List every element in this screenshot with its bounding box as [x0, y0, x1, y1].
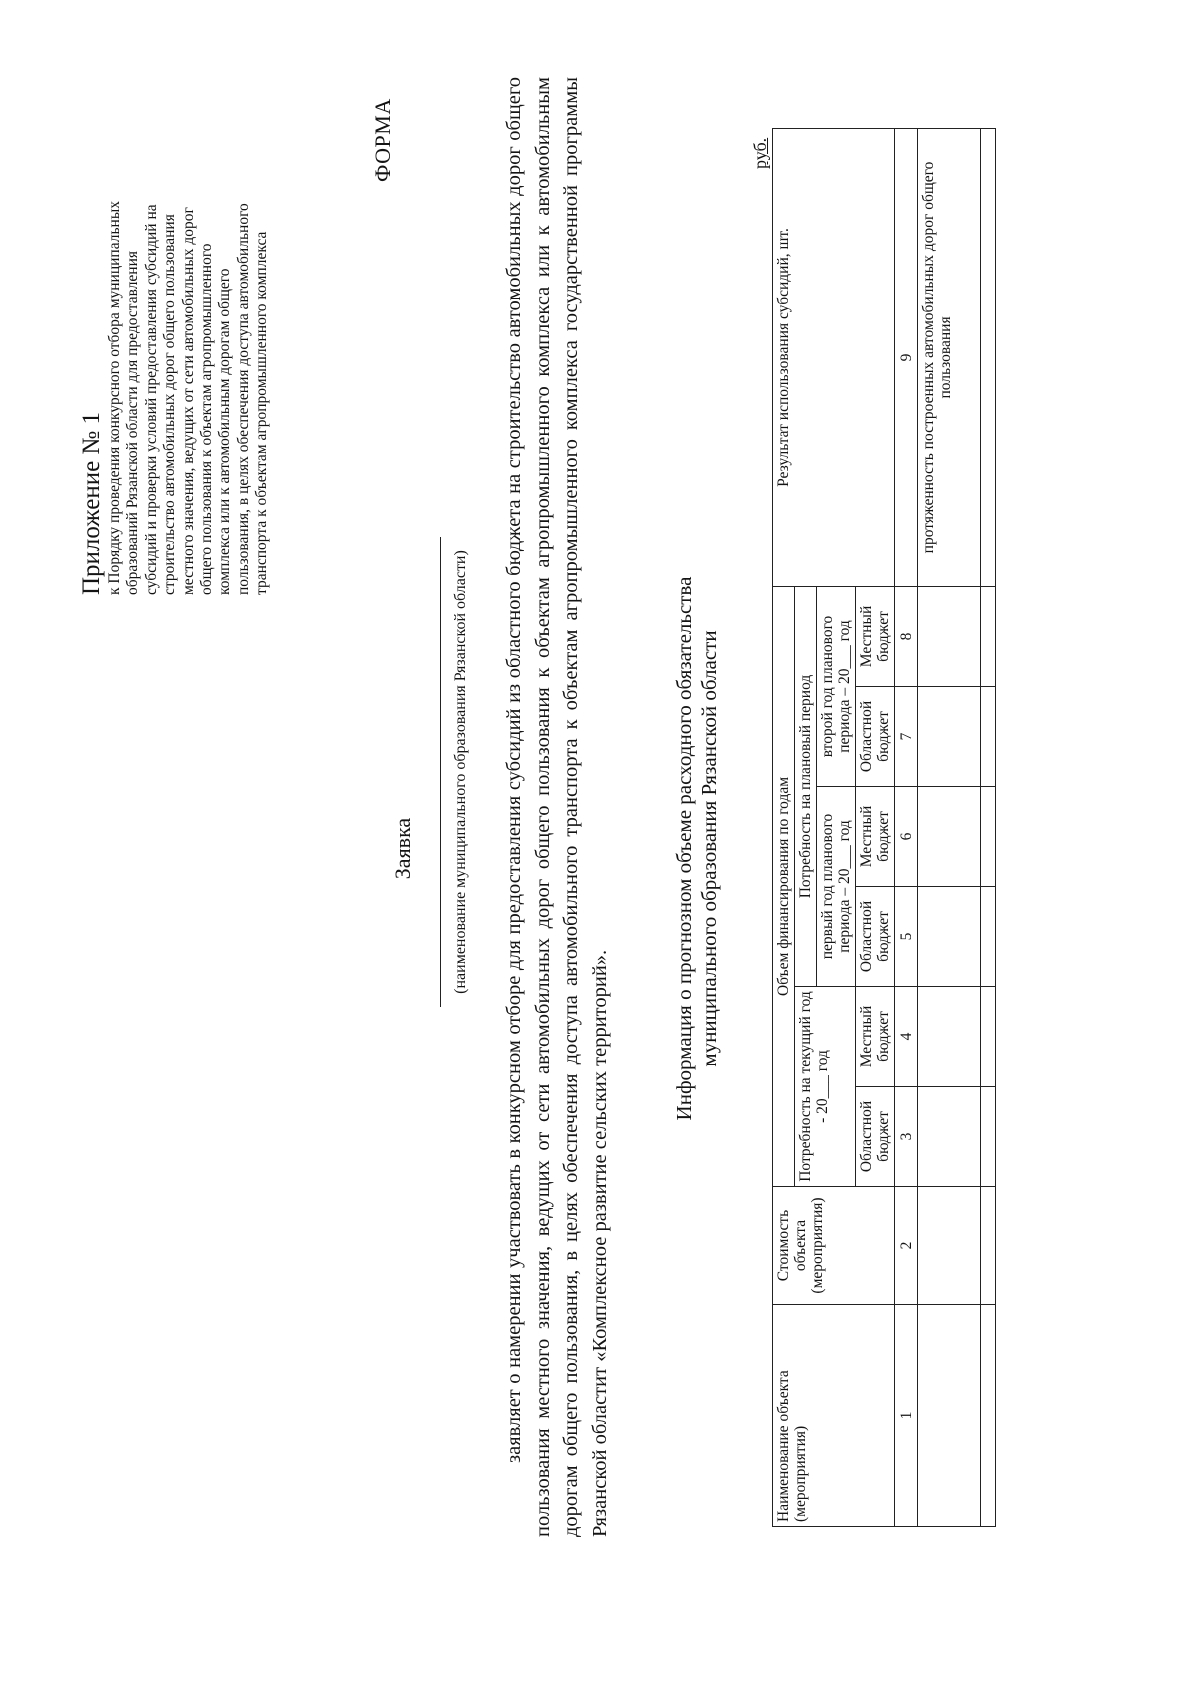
header-funding: Объем финансирования по годам	[773, 586, 795, 1186]
appendix-line: местного значения, ведущих от сети автомобильных дорог	[179, 207, 197, 595]
appendix-line: комплекса или к автомобильным дорогам общего	[216, 268, 234, 595]
table-cell[interactable]	[918, 586, 981, 686]
form-label: ФОРМА	[370, 98, 395, 182]
table-row	[981, 128, 996, 1526]
table-cell[interactable]	[918, 987, 981, 1087]
currency-unit: руб.	[750, 137, 770, 169]
column-number: 4	[895, 987, 918, 1087]
table-cell[interactable]	[918, 887, 981, 987]
appendix-line: субсидий и проверки условий предоставления субсидий на	[142, 204, 160, 595]
result-note-cell: протяженность построенных автомобильных дорог общего пользования	[918, 128, 981, 586]
column-number: 5	[895, 887, 918, 987]
header-local-budget: Местный бюджет	[856, 586, 895, 686]
header-second-year: второй год планового периода – 20___ год	[817, 586, 856, 786]
header-regional-budget: Областной бюджет	[856, 687, 895, 787]
funding-table	[772, 128, 996, 1527]
table-cell[interactable]	[918, 687, 981, 787]
header-local-budget: Местный бюджет	[856, 987, 895, 1087]
municipality-fill-line	[440, 537, 441, 1007]
column-number: 7	[895, 687, 918, 787]
table-cell[interactable]	[918, 1087, 981, 1187]
appendix-line: транспорта к объектам агропромышленного комплекса	[253, 231, 271, 595]
column-number: 3	[895, 1087, 918, 1187]
header-object-name: Наименование объекта (мероприятия)	[773, 1305, 895, 1527]
column-number: 9	[895, 128, 918, 586]
table-cell[interactable]	[981, 687, 996, 787]
appendix-line: строительство автомобильных дорог общего пользования	[161, 214, 179, 595]
header-regional-budget: Областной бюджет	[856, 1087, 895, 1187]
column-number-row	[895, 128, 918, 1526]
table-cell[interactable]	[981, 787, 996, 887]
table-cell[interactable]	[981, 987, 996, 1087]
table-cell[interactable]	[981, 128, 996, 586]
appendix-text	[106, 125, 272, 595]
header-regional-budget: Областной бюджет	[856, 887, 895, 987]
column-number: 2	[895, 1187, 918, 1305]
table-cell[interactable]	[918, 1187, 981, 1305]
municipality-caption: (наименование муниципального образования Рязанской области)	[452, 550, 469, 994]
appendix-block	[78, 125, 272, 595]
table-header-row	[773, 128, 795, 1526]
header-cost: Стоимость объекта (мероприятия)	[773, 1187, 895, 1305]
appendix-title: Приложение № 1	[78, 411, 105, 595]
appendix-line: к Порядку проведения конкурсного отбора муниципальных	[106, 200, 123, 595]
appendix-line: общего пользования к объектам агропромышленного	[198, 243, 216, 595]
column-number: 8	[895, 586, 918, 686]
table-cell[interactable]	[981, 1305, 996, 1527]
info-heading-line: муниципального образования Рязанской области	[697, 630, 721, 1067]
column-number: 1	[895, 1305, 918, 1527]
appendix-line: пользования, в целях обеспечения доступа автомобильного	[234, 203, 252, 595]
info-heading-line: Информация о прогнозном объеме расходного обязательства	[672, 576, 696, 1121]
column-number: 6	[895, 787, 918, 887]
header-planning-period: Потребность на плановый период	[795, 586, 817, 986]
table-row	[918, 128, 981, 1526]
table-cell[interactable]	[918, 787, 981, 887]
table-cell[interactable]	[981, 1087, 996, 1187]
table-cell[interactable]	[981, 586, 996, 686]
table-cell[interactable]	[981, 1187, 996, 1305]
header-local-budget: Местный бюджет	[856, 787, 895, 887]
info-heading	[672, 0, 722, 1697]
application-title: Заявка	[390, 817, 415, 880]
table-cell[interactable]	[918, 1305, 981, 1527]
table-cell[interactable]	[981, 887, 996, 987]
header-first-year: первый год планового периода – 20___ год	[817, 787, 856, 987]
header-result: Результат использования субсидий, шт.	[773, 128, 895, 586]
application-statement: заявляет о намерении участвовать в конкурсном отборе для предоставления субсидий из областного бюджета на строительство автомобильных дорог общего пользования местного значения, ведущих от сети автомобильных дорог общего пользования к объектам агропромышленного комплекса или к автомобильным дорогам общего пользования, в целях обеспечения доступа автомобильного транспорта к объектам агропромышленного комплекса государственной программы Рязанской областит «Комплексное развитие сельских территорий».	[503, 77, 611, 1537]
header-current-year: Потребность на текущий год - 20___ год	[795, 987, 856, 1187]
appendix-line: образований Рязанской области для предоставления	[124, 250, 142, 595]
